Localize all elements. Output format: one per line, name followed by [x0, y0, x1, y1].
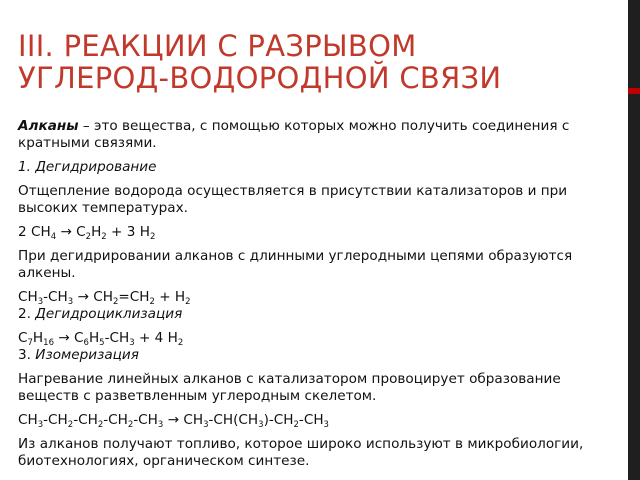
dehydrogenation-paragraph: Отщепление водорода осуществляется в присутствии катализаторов и при высоких температурах. — [18, 183, 568, 216]
slide-body — [18, 118, 620, 470]
slide-edge-bar — [628, 0, 640, 480]
equation-1: 2 $CH_4 \to C_2H_2 + 3$ $H_2$ — [18, 224, 156, 242]
slide-edge-accent — [628, 88, 640, 94]
slide-title — [18, 30, 618, 94]
intro-text-2: кратными связями. — [18, 135, 157, 151]
equation-2: $CH_3-CH_3 \to CH_2=CH_2 + H_2$ — [18, 289, 191, 307]
intro-paragraph — [18, 118, 620, 152]
title-line-1: III. РЕАКЦИИ С РАЗРЫВОМ — [18, 29, 417, 63]
equation-3: $C_7H_{16} \to C_6H_5-CH_3 + 4$ $H_2$ — [18, 330, 184, 348]
section-2-heading: 2. Дегидроциклизация — [18, 306, 183, 322]
intro-text-1: – это вещества, с помощью которых можно получить соединения с — [78, 118, 570, 134]
intro-term: Алканы — [18, 118, 79, 134]
fuel-paragraph: Из алканов получают топливо, которое широко используют в микробиологии, биотехнологиях, органическом синтезе. — [18, 436, 584, 469]
section-1-heading: 1. Дегидрирование — [18, 159, 157, 175]
title-line-2: УГЛЕРОД-ВОДОРОДНОЙ СВЯЗИ — [18, 61, 502, 95]
equation-4: $CH_3-CH_2-CH_2-CH_2-CH_3 \to CH_3-CH(CH_3)-CH_2-CH_3$ — [18, 412, 329, 430]
long-chain-paragraph: При дегидрировании алканов с длинными углеродными цепями образуются алкены. — [18, 248, 573, 281]
isomerization-paragraph: Нагревание линейных алканов с катализатором провоцирует образование веществ с разветвленным углеродным скелетом. — [18, 371, 561, 404]
section-3-heading: 3. Изомеризация — [18, 347, 139, 363]
